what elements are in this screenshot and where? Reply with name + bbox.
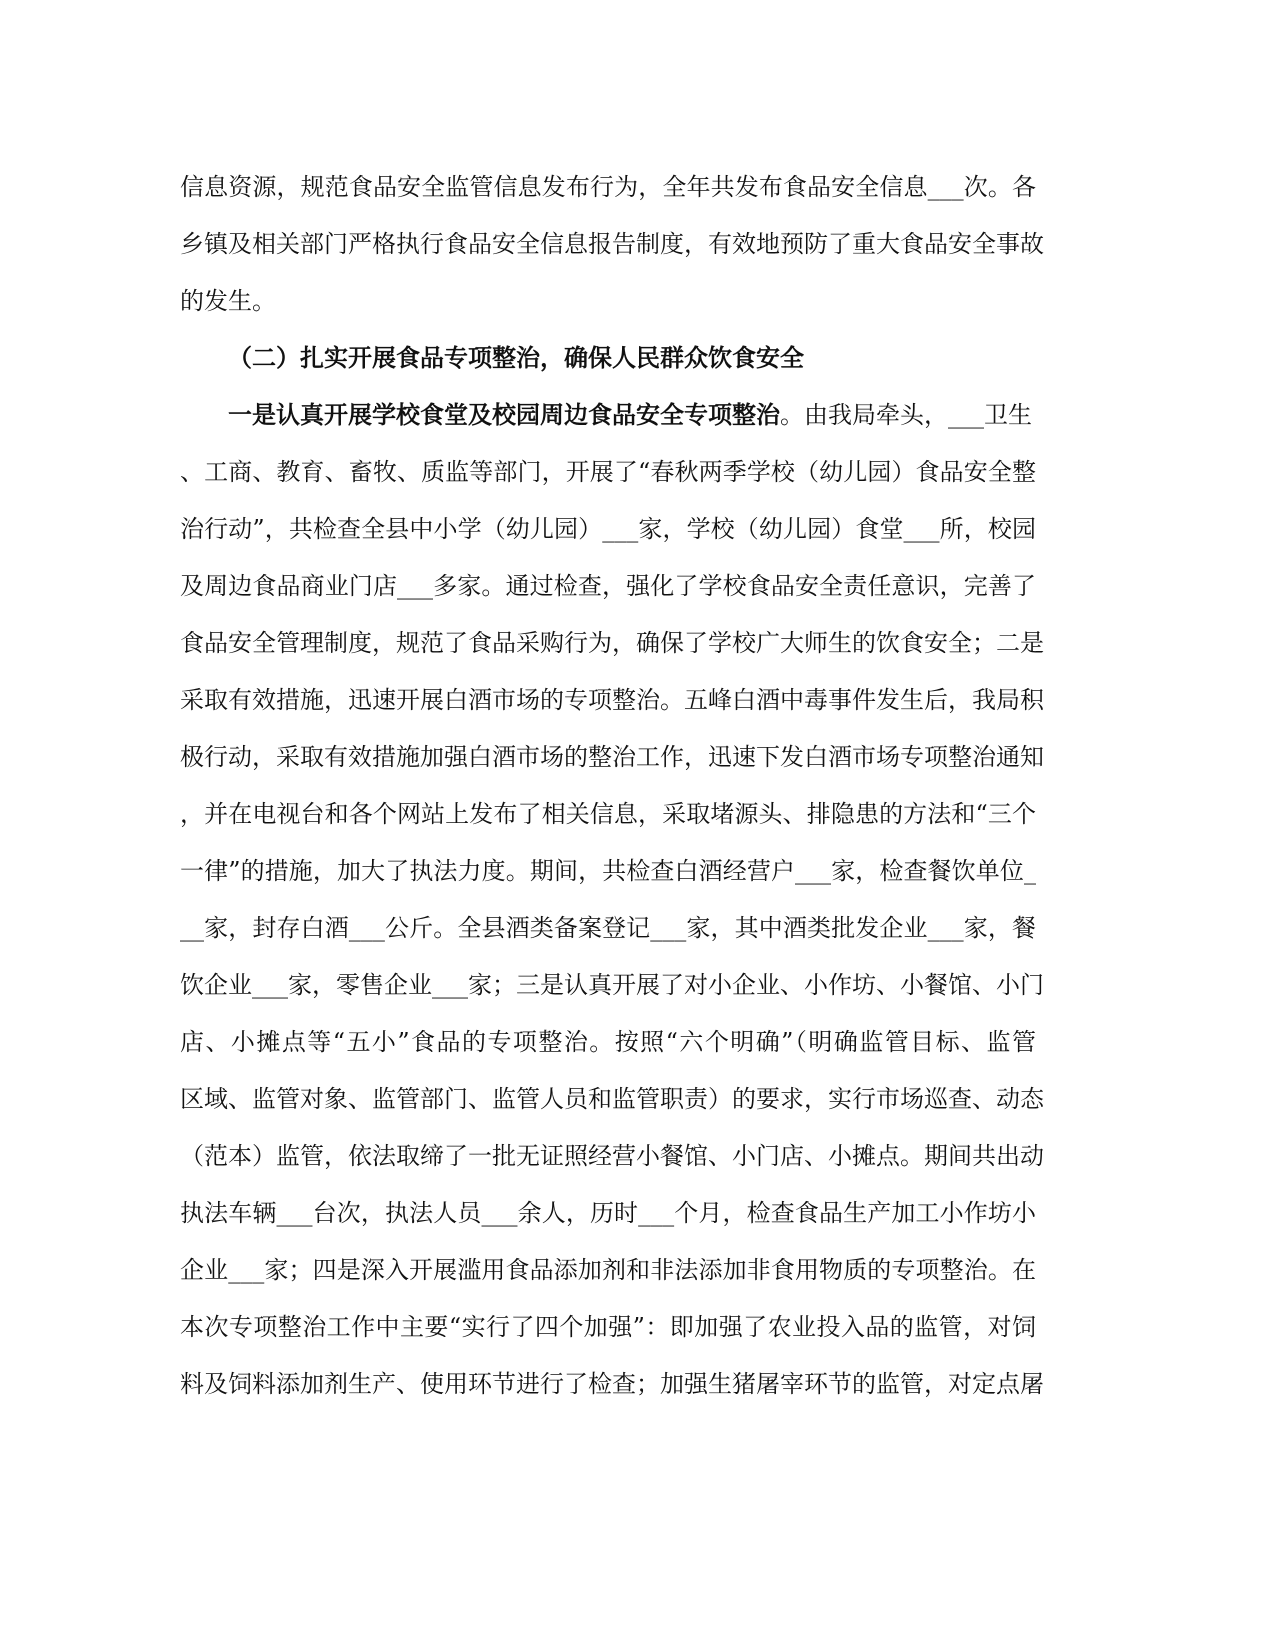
paragraph-line: 区域、监管对象、监管部门、监管人员和监管职责）的要求，实行市场巡查、动态 bbox=[180, 1085, 1044, 1113]
paragraph-line: 采取有效措施，迅速开展白酒市场的专项整治。五峰白酒中毒事件发生后，我局积 bbox=[180, 686, 1044, 714]
paragraph-line: 极行动，采取有效措施加强白酒市场的整治工作，迅速下发白酒市场专项整治通知 bbox=[180, 743, 1044, 771]
paragraph-line: 信息资源，规范食品安全监管信息发布行为，全年共发布食品安全信息___次。各 bbox=[180, 173, 1036, 201]
paragraph-line: 料及饲料添加剂生产、使用环节进行了检查；加强生猪屠宰环节的监管，对定点屠 bbox=[180, 1370, 1044, 1398]
paragraph-line: __家，封存白酒___公斤。全县酒类备案登记___家，其中酒类批发企业___家，餐 bbox=[180, 914, 1036, 942]
paragraph-line: 一律”的措施，加大了执法力度。期间，共检查白酒经营户___家，检查餐饮单位_ bbox=[180, 857, 1036, 885]
paragraph-line: 治行动”，共检查全县中小学（幼儿园）___家，学校（幼儿园）食堂___所，校园 bbox=[180, 515, 1036, 543]
paragraph-info-release bbox=[180, 159, 1044, 330]
paragraph-line: 食品安全管理制度，规范了食品采购行为，确保了学校广大师生的饮食安全；二是 bbox=[180, 629, 1044, 657]
paragraph-line: 、工商、教育、畜牧、质监等部门，开展了“春秋两季学校（幼儿园）食品安全整 bbox=[180, 458, 1036, 486]
paragraph-line: 饮企业___家，零售企业___家；三是认真开展了对小企业、小作坊、小餐馆、小门 bbox=[180, 971, 1044, 999]
paragraph-line: ，并在电视台和各个网站上发布了相关信息，采取堵源头、排隐患的方法和“三个 bbox=[180, 800, 1036, 828]
paragraph-special-rectification bbox=[180, 387, 1044, 1413]
paragraph-line: （范本）监管，依法取缔了一批无证照经营小餐馆、小门店、小摊点。期间共出动 bbox=[180, 1142, 1044, 1170]
paragraph-line: 执法车辆___台次，执法人员___余人，历时___个月，检查食品生产加工小作坊小 bbox=[180, 1199, 1036, 1227]
bold-lead-phrase: 一是认真开展学校食堂及校园周边食品安全专项整治 bbox=[228, 401, 780, 429]
paragraph-line: 的发生。 bbox=[180, 287, 276, 315]
paragraph-line: 乡镇及相关部门严格执行食品安全信息报告制度，有效地预防了重大食品安全事故 bbox=[180, 230, 1044, 258]
paragraph-line: 及周边食品商业门店___多家。通过检查，强化了学校食品安全责任意识，完善了 bbox=[180, 572, 1036, 600]
first-line-rest: 。由我局牵头，___卫生 bbox=[780, 401, 1032, 429]
paragraph-line: 企业___家；四是深入开展滥用食品添加剂和非法添加非食用物质的专项整治。在 bbox=[180, 1256, 1036, 1284]
document-page bbox=[180, 159, 1044, 1413]
section-heading: （二）扎实开展食品专项整治，确保人民群众饮食安全 bbox=[228, 344, 804, 372]
paragraph-line: 店、小摊点等“五小”食品的专项整治。按照“六个明确”（明确监管目标、监管 bbox=[180, 1028, 1036, 1056]
paragraph-first-line bbox=[180, 387, 1036, 444]
paragraph-line: 本次专项整治工作中主要“实行了四个加强”：即加强了农业投入品的监管，对饲 bbox=[180, 1313, 1036, 1341]
